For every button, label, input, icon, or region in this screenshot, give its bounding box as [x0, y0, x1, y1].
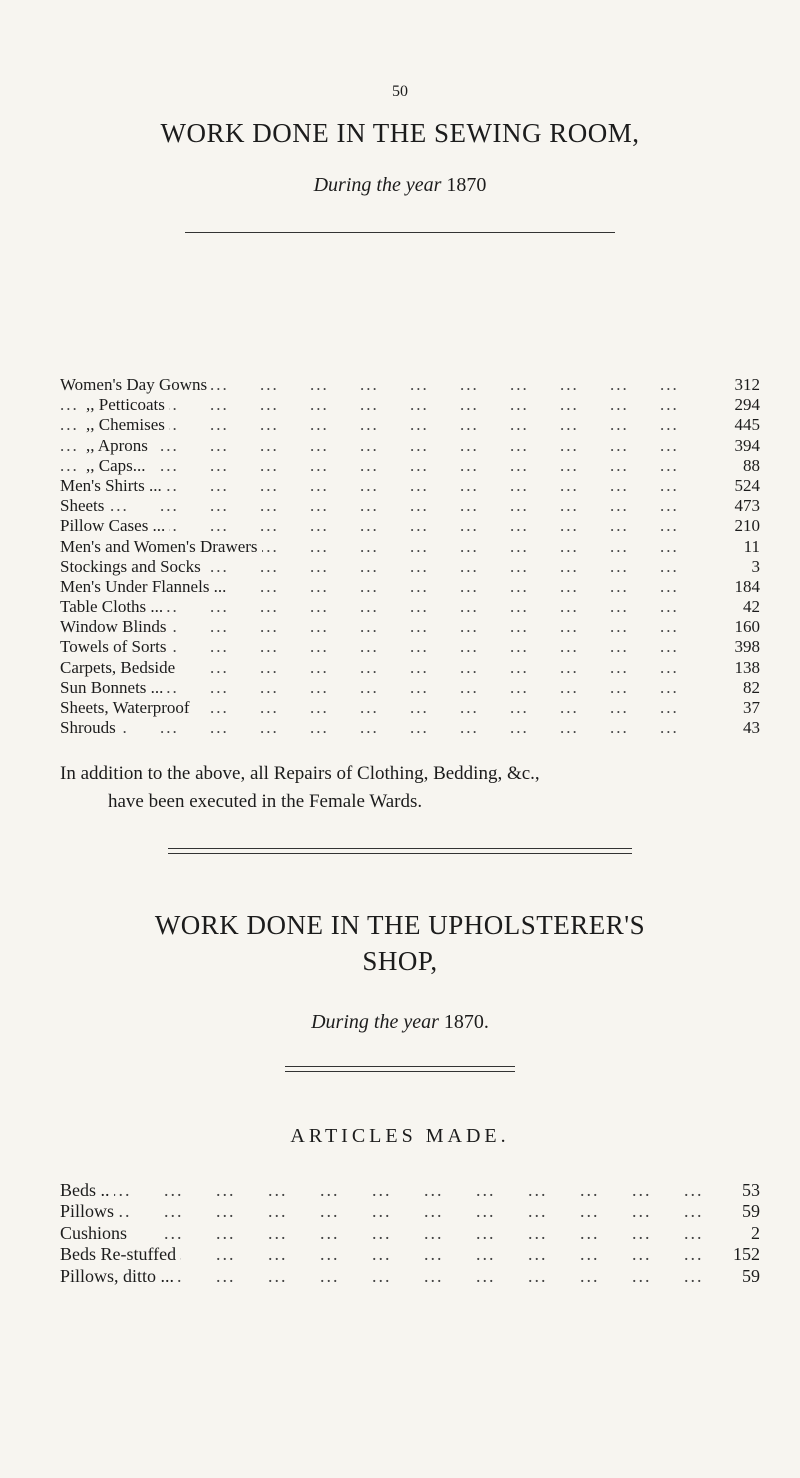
leader-dots [60, 1180, 710, 1201]
item-name: ,, Aprons [86, 436, 152, 456]
item-count: 394 [734, 435, 760, 455]
list-item [60, 1244, 760, 1265]
sewing-room-list [60, 375, 760, 738]
list-item [60, 415, 760, 435]
subtitle-prefix: During the year [311, 1011, 439, 1033]
subtitle-year: 1870 [446, 174, 487, 196]
item-count: 2 [751, 1222, 760, 1243]
item-count: 524 [734, 475, 760, 495]
item-name: ,, Chemises [86, 415, 169, 435]
list-item [60, 456, 760, 476]
item-name: Sheets, Waterproof [60, 698, 194, 718]
list-item [60, 436, 760, 456]
leader-dots [60, 1223, 710, 1244]
upholsterer-title-line-2: SHOP, [362, 946, 438, 976]
item-name: Pillows [60, 1201, 118, 1222]
item-count: 152 [733, 1244, 760, 1265]
leader-dots [60, 1201, 710, 1222]
subtitle-prefix: During the year [313, 174, 442, 196]
item-count: 82 [743, 677, 760, 697]
leader-dots [60, 436, 710, 456]
item-count: 88 [743, 455, 760, 475]
list-item [60, 537, 760, 557]
articles-made-caption: ARTICLES MADE. [290, 1125, 510, 1147]
divider-rule [168, 853, 632, 854]
list-item [60, 577, 760, 597]
item-count: 445 [734, 415, 760, 435]
note-line-1: In addition to the above, all Repairs of Clothing, Bedding, &c., [60, 763, 540, 784]
item-name: Women's Day Gowns [60, 375, 211, 395]
item-name: Beds .. [60, 1180, 114, 1201]
subtitle-year: 1870. [443, 1011, 489, 1033]
item-count: 43 [743, 718, 760, 738]
list-item [60, 1266, 760, 1287]
item-count: 398 [734, 637, 760, 657]
sewing-room-title: WORK DONE IN THE SEWING ROOM, [160, 118, 640, 148]
divider-rule [168, 848, 632, 849]
item-name: Beds Re-stuffed [60, 1244, 180, 1265]
item-count: 473 [734, 496, 760, 516]
item-name: Table Cloths ... [60, 597, 167, 617]
sewing-room-note [60, 760, 760, 816]
item-count: 3 [751, 556, 760, 576]
item-name: Pillows, ditto ... [60, 1266, 178, 1287]
item-name: Shrouds [60, 718, 120, 738]
list-item [60, 516, 760, 536]
list-item [60, 718, 760, 738]
item-name: Carpets, Bedside [60, 658, 179, 678]
list-item [60, 658, 760, 678]
list-item [60, 1201, 760, 1222]
upholsterer-subtitle [0, 1011, 800, 1034]
divider-rule [285, 1066, 515, 1067]
list-item [60, 557, 760, 577]
item-count: 42 [743, 597, 760, 617]
item-name: Men's and Women's Drawers [60, 537, 262, 557]
item-name: Men's Shirts ... [60, 476, 166, 496]
item-count: 59 [742, 1201, 760, 1222]
item-count: 37 [743, 698, 760, 717]
item-count: 59 [742, 1265, 760, 1286]
list-item [60, 476, 760, 496]
item-count: 184 [734, 576, 760, 596]
item-name: Men's Under Flannels ... [60, 577, 230, 597]
item-name: Sheets [60, 496, 108, 516]
leader-dots [60, 496, 710, 516]
item-name: Stockings and Socks [60, 557, 205, 577]
note-line-2: have been executed in the Female Wards. [108, 791, 423, 812]
leader-dots [60, 456, 710, 476]
list-item [60, 395, 760, 415]
list-item [60, 375, 760, 395]
page-number: 50 [392, 83, 408, 100]
list-item [60, 617, 760, 637]
list-item [60, 678, 760, 698]
item-count: 160 [734, 617, 760, 637]
item-name: Window Blinds [60, 617, 171, 637]
list-item [60, 496, 760, 516]
divider-rule [185, 232, 615, 233]
item-count: 294 [734, 395, 760, 415]
item-name: ,, Caps... [86, 456, 150, 476]
item-name: Towels of Sorts [60, 637, 170, 657]
leader-dots [60, 718, 710, 738]
list-item [60, 1180, 760, 1201]
item-name: Pillow Cases ... [60, 516, 169, 536]
upholsterer-list [60, 1180, 760, 1287]
list-item [60, 1223, 760, 1244]
list-item [60, 597, 760, 617]
item-count: 11 [743, 536, 760, 556]
sewing-room-subtitle [0, 174, 800, 197]
item-count: 210 [734, 516, 760, 536]
upholsterer-title-line-1: WORK DONE IN THE UPHOLSTERER'S [154, 910, 646, 940]
item-count: 312 [734, 375, 760, 394]
item-name: Cushions [60, 1223, 131, 1244]
item-name: ,, Petticoats [86, 395, 169, 415]
list-item [60, 637, 760, 657]
item-name: Sun Bonnets ... [60, 678, 167, 698]
item-count: 138 [734, 657, 760, 677]
divider-rule [285, 1071, 515, 1072]
list-item [60, 698, 760, 718]
item-count: 53 [742, 1180, 760, 1200]
